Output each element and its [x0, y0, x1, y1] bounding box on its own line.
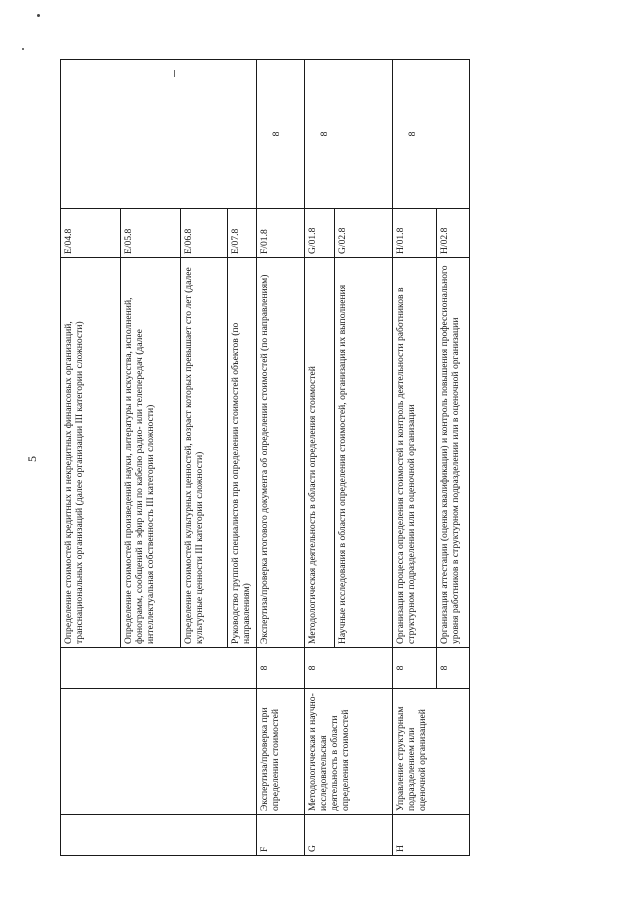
labor-function-cell: Определение стоимостей произведений науки, литературы и искусства, исполнений, фонограмм, сообщений в эфир или по кабелю радио- или телепередач (далее интеллектуальная собственность III категории сложности) — [121, 258, 181, 648]
labor-function-cell: Организация процесса определения стоимостей и контроль деятельности работников в структурном подразделении или в оценочной организации — [393, 258, 437, 648]
labor-function-code-cell: G/01.8 — [305, 209, 335, 258]
labor-function-cell: Организация аттестации (оценка квалификации) и контроль повышения профессионального уровня работников в структурном подразделении или в оценочной организации — [437, 258, 470, 648]
qualification-level-repeat: 8 — [439, 665, 450, 671]
competency-table-rotated — [60, 60, 469, 856]
qualification-level-cell: 8 — [257, 648, 305, 689]
labor-function-code-cell: G/02.8 — [335, 209, 393, 258]
function-code-cell: G — [305, 815, 393, 856]
table-row — [257, 60, 305, 856]
labor-function-cell: Руководство группой специалистов при определении стоимостей объектов (по направлениям) — [228, 258, 257, 648]
table-row — [61, 60, 121, 856]
labor-function-code-cell: E/05.8 — [121, 209, 181, 258]
function-name-cell: Методологическая и научно-исследовательская деятельность в области определения стоимостей — [305, 689, 393, 815]
labor-function-code-cell: E/04.8 — [61, 209, 121, 258]
function-code-cell — [61, 815, 257, 856]
labor-function-cell: Научные исследования в области определения стоимостей, организация их выполнения — [335, 258, 393, 648]
sublevel-cell: 8 — [393, 60, 470, 209]
labor-function-code-cell: E/06.8 — [181, 209, 228, 258]
qualification-level-cell: 8 — [305, 648, 393, 689]
labor-function-code-cell: H/02.8 — [437, 209, 470, 258]
labor-function-cell: Методологическая деятельность в области определения стоимостей — [305, 258, 335, 648]
sublevel-cell — [61, 60, 257, 209]
table-row — [305, 60, 335, 856]
labor-function-cell: Экспертиза/проверка итогового документа об определении стоимостей (по направлениям) — [257, 258, 305, 648]
sublevel-cell: 8 — [257, 60, 305, 209]
competency-table — [60, 59, 470, 856]
function-name-cell: Управление структурным подразделением или оценочной организацией — [393, 689, 470, 815]
scan-speck — [22, 48, 24, 50]
qualification-level-cell — [61, 648, 257, 689]
labor-function-code-cell: F/01.8 — [257, 209, 305, 258]
labor-function-cell: Определение стоимостей кредитных и некредитных финансовых организаций, транснациональных организаций (далее организации III категории сложности) — [61, 258, 121, 648]
labor-function-code-cell: H/01.8 — [393, 209, 437, 258]
page-number: 5 — [25, 456, 39, 462]
labor-function-code-cell: E/07.8 — [228, 209, 257, 258]
function-code-cell: F — [257, 815, 305, 856]
function-code-cell: H — [393, 815, 470, 856]
table-row — [393, 60, 437, 856]
function-name-cell — [61, 689, 257, 815]
qualification-level-cell: 8 — [393, 648, 437, 689]
qualification-level-cell — [437, 648, 470, 689]
labor-function-cell: Определение стоимостей культурных ценностей, возраст которых превышает сто лет (далее культурные ценности III категории сложности) — [181, 258, 228, 648]
function-name-cell: Экспертиза/проверка при определении стоимостей — [257, 689, 305, 815]
scan-speck — [37, 14, 40, 17]
sublevel-cell: 8 — [305, 60, 393, 209]
